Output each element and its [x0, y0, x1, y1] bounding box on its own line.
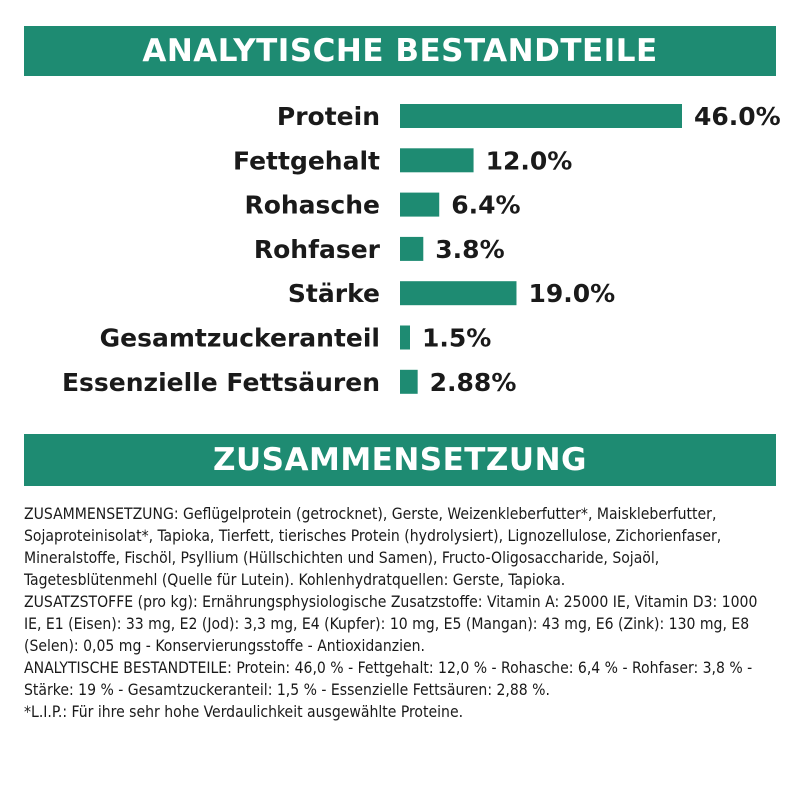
- category-label: Fettgehalt: [233, 146, 380, 176]
- bar: [400, 370, 418, 394]
- composition-footnote: *L.I.P.: Für ihre sehr hohe Verdaulichkeit ausgewählte Proteine.: [24, 703, 464, 721]
- bar: [400, 237, 423, 261]
- composition-additives: ZUSATZSTOFFE (pro kg): Ernährungsphysiologische Zusatzstoffe: Vitamin A: 25000 IE, Vitamin D3: 1000 IE, E1 (Eisen): 33 mg, E2 (Jod): 3,3 mg, E4 (Kupfer): 10 mg, E5 (Mangan): 43 mg, E6 (Zink): 130 mg, E8 (Selen): 0,05 mg - Konservierungsstoffe - Antioxidanzien.: [24, 593, 758, 655]
- value-label: 6.4%: [451, 190, 521, 220]
- composition-text-block: [24, 503, 776, 723]
- value-label: 3.8%: [435, 234, 505, 264]
- value-label: 46.0%: [694, 102, 781, 131]
- category-label: Stärke: [287, 279, 380, 309]
- value-label: 12.0%: [485, 146, 573, 176]
- category-label: Rohfaser: [253, 234, 380, 264]
- bar: [400, 148, 474, 172]
- composition-analysis: ANALYTISCHE BESTANDTEILE: Protein: 46,0 % - Fettgehalt: 12,0 % - Rohasche: 6,4 % - Rohfaser: 3,8 % - Stärke: 19 % - Gesamtzuckeranteil: 1,5 % - Essenzielle Fettsäuren: 2,88 %.: [24, 659, 753, 699]
- category-label: Rohasche: [244, 190, 380, 220]
- bar: [400, 104, 682, 128]
- nutrient-bar-chart: [0, 90, 800, 410]
- bar: [400, 193, 439, 217]
- category-label: Protein: [276, 102, 380, 131]
- composition-ingredients: ZUSAMMENSETZUNG: Geflügelprotein (getrocknet), Gerste, Weizenkleberfutter*, Maiskleberfutter, Sojaproteinisolat*, Tapioka, Tierfett, tierisches Protein (hydrolysiert), Lignozellulose, Zichorienfaser, Mineralstoffe, Fischöl, Psyllium (Hüllschichten und Samen), Fructo-Oligosaccharide, Sojaöl, Tagetesblütenmehl (Quelle für Lutein). Kohlenhydratquellen: Gerste, Tapioka.: [24, 505, 722, 589]
- bar: [400, 326, 410, 350]
- composition-heading: ZUSAMMENSETZUNG: [24, 434, 776, 486]
- analysis-heading: ANALYTISCHE BESTANDTEILE: [24, 26, 776, 76]
- value-label: 2.88%: [429, 367, 517, 397]
- value-label: 1.5%: [422, 323, 492, 353]
- category-label: Essenzielle Fettsäuren: [61, 367, 380, 397]
- bar: [400, 281, 516, 305]
- value-label: 19.0%: [528, 279, 616, 309]
- category-label: Gesamtzuckeranteil: [99, 323, 380, 353]
